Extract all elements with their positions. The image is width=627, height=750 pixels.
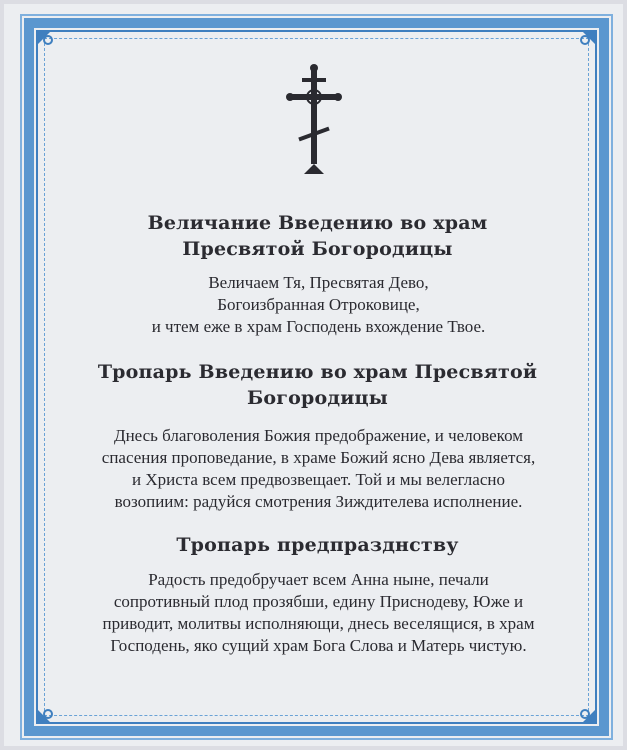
section-text-magnification xyxy=(70,272,567,338)
text-line: сопротивный плод прозябши, едину Приснодеву, Юже и xyxy=(113,592,524,611)
title-line: Тропарь Введению во храм Пресвятой xyxy=(97,361,538,383)
text-line: спасения проповедание, в храме Божий ясно Дева является, xyxy=(101,448,536,467)
title-line: Богородицы xyxy=(246,387,389,409)
corner-ornament-icon xyxy=(36,28,70,62)
section-title-troparion xyxy=(64,359,571,411)
corner-ornament-icon xyxy=(36,692,70,726)
section-title-magnification xyxy=(64,210,571,262)
text-line: Богоизбранная Отроковице, xyxy=(217,295,420,314)
text-line: приводит, молитвы исполняющи, днесь веселящися, в храм xyxy=(102,614,535,633)
text-line: и Христа всем предвозвещает. Той и мы велегласно xyxy=(132,470,505,489)
title-line: Тропарь предпразднству xyxy=(176,534,459,556)
text-line: Господень, яко сущий храм Бога Слова и Матерь чистую. xyxy=(110,636,527,655)
section-title-forefeast xyxy=(64,532,571,558)
section-text-troparion xyxy=(70,425,567,513)
corner-ornament-icon xyxy=(563,692,597,726)
document-page xyxy=(4,4,623,746)
text-line: и чтем еже в храм Господень вхождение Твое. xyxy=(151,317,486,336)
title-line: Пресвятой Богородицы xyxy=(182,238,453,260)
text-line: возопиим: радуйся смотрения Зиждителева исполнение. xyxy=(114,492,523,511)
title-line: Величание Введению во храм xyxy=(147,212,488,234)
orthodox-cross-icon xyxy=(284,64,344,176)
text-line: Радость предобручает всем Анна ныне, печали xyxy=(148,570,489,589)
text-line: Днесь благоволения Божия предображение, и человеком xyxy=(113,426,524,445)
corner-ornament-icon xyxy=(563,28,597,62)
text-line: Величаем Тя, Пресвятая Дево, xyxy=(208,273,429,292)
section-text-forefeast xyxy=(70,569,567,657)
